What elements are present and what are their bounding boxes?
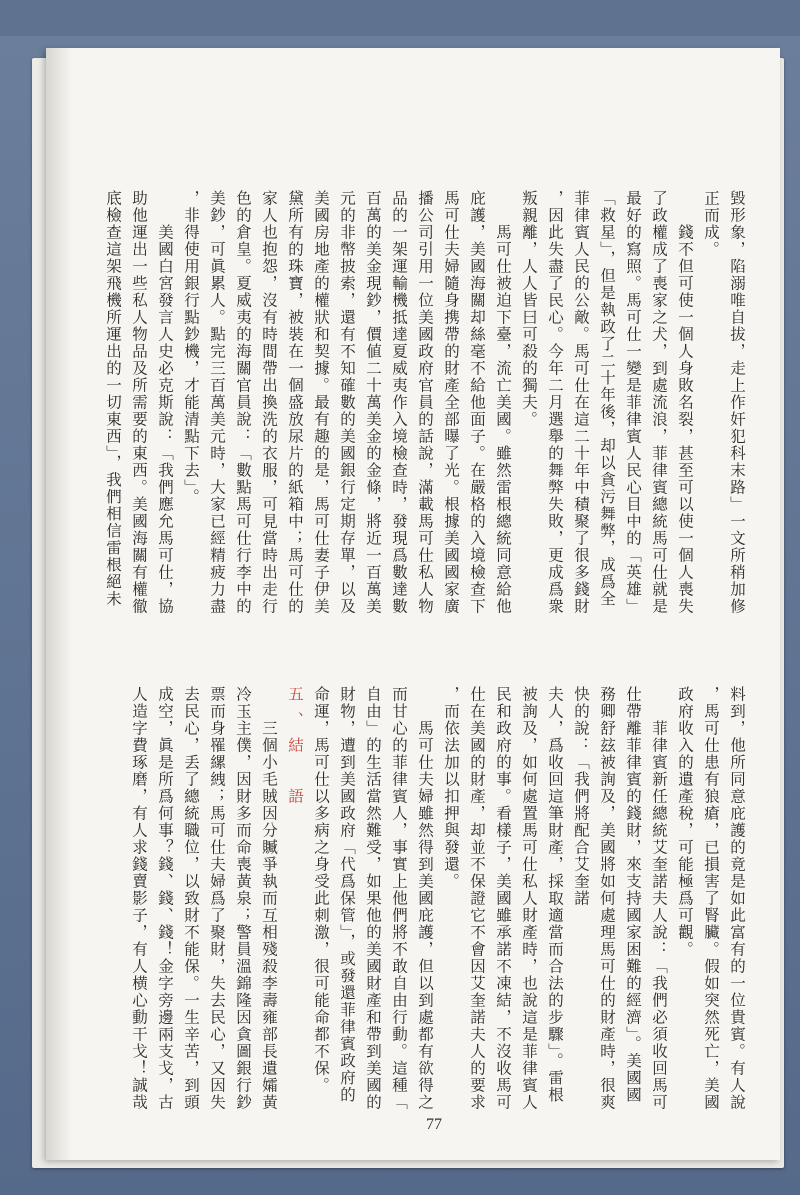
page-number: 77: [426, 1116, 442, 1133]
text-column: 夫人，爲收回這筆財產，採取適當而合法的步驟」。雷根: [546, 686, 564, 1104]
text-column: 冷玉主僕，因財多而命喪黃泉；警員溫錦隆因貪圖銀行鈔: [234, 686, 252, 1111]
text-column: 人造字費琢磨，有人求錢賣影子，有人横心動干戈！誠哉: [130, 686, 148, 1111]
text-column: 而甘心的菲律賓人，事實上他們將不敢自由行動。這種「: [390, 686, 408, 1111]
text-column: 百萬的美金現鈔，價値二十萬美金的金條，將近一百萬美: [364, 190, 382, 615]
text-column: ，而依法加以扣押與發還。: [442, 686, 460, 890]
text-column: 「救星」，但是執政了二十年後，却以貪污舞弊，成爲全: [598, 190, 616, 608]
text-column: 料到，他所同意庇護的竟是如此富有的一位貴賓。有人說: [728, 686, 746, 1111]
text-column: 色的倉皇。夏威夷的海關官員說：「數點馬可仕行李中的: [234, 190, 252, 615]
text-column: 務卿舒玆被詢及，美國將如何處理馬可仕的財產時，很爽: [598, 686, 616, 1111]
text-column: 最好的寫照。馬可仕一變是菲律賓人民心目中的「英雄」: [624, 190, 642, 615]
text-column: 元的非幣披索，還有不知確數的美國銀行定期存單，以及: [338, 190, 356, 615]
text-column: 被詢及，如何處置馬可仕私人財產時，也說這是菲律賓人: [520, 686, 538, 1111]
text-column: 仕帶離菲律賓的錢財，來支持國家困難的經濟」。美國國: [624, 686, 642, 1104]
text-column: 民和政府的事。看樣子，美國雖承諾不凍結，不沒收馬可: [494, 686, 512, 1111]
text-column: 美國房地產的權狀和契據。最有趣的是，馬可仕妻子伊美: [312, 190, 330, 615]
text-column: 錢不但可使一個人身敗名裂，甚至可以使一個人喪失: [676, 190, 694, 615]
lower-text-section: [126, 686, 750, 1111]
text-column: 正而成。: [702, 190, 720, 258]
text-column: ，因此失盡了民心。今年二月選舉的舞弊失敗，更成爲衆: [546, 190, 564, 615]
upper-text-section: [100, 190, 750, 665]
text-column: 助他運出一些私人物品及所需要的東西。美國海關有權徹: [130, 190, 148, 615]
text-column: 美國白宮發言人史必克斯說：「我們應允馬可仕，協: [156, 190, 174, 615]
text-column: 叛親離，人人皆曰可殺的獨夫。: [520, 190, 538, 428]
text-column: 了政權成了喪家之犬，到處流浪，菲律賓總統馬可仕就是: [650, 190, 668, 615]
text-column: ，馬可仕患有狼瘡，已損害了腎臟。假如突然死亡，美國: [702, 686, 720, 1111]
text-column: 菲律賓新任總統艾奎諾夫人說：「我們必須收回馬可: [650, 686, 668, 1111]
text-column: 財物，遭到美國政府「代爲保管」，或發還菲律賓政府的: [338, 686, 356, 1104]
text-column: 美鈔，可眞累人。點完三百萬美元時，大家已經精疲力盡: [208, 190, 226, 615]
text-column: 毀形象，陷溺唯自拔，走上作奸犯科末路」一文所稍加修: [728, 190, 746, 615]
text-column: 命運，馬可仕以多病之身受此刺激，很可能命都不保。: [312, 686, 330, 1094]
text-column: 票而身罹縲絏；馬可仕夫婦爲了聚財，失去民心，又因失: [208, 686, 226, 1111]
text-column: 馬可仕夫婦隨身携帶的財產全部曝了光。根據美國國家廣: [442, 190, 460, 615]
text-column: 黛所有的珠寶，被裝在一個盛放尿片的紙箱中；馬可仕的: [286, 190, 304, 615]
text-column: 政府收入的遺產稅，可能極爲可觀。: [676, 686, 694, 958]
text-column: 庇護，美國海關却絲毫不給他面子。在嚴格的入境檢查下: [468, 190, 486, 615]
text-column: 馬可仕被迫下臺，流亡美國。雖然雷根總統同意給他: [494, 190, 512, 615]
text-column: 馬可仕夫婦雖然得到美國庇護，但以到處都有欲得之: [416, 686, 434, 1111]
text-column: 仕在美國的財產，却並不保證它不會因艾奎諾夫人的要求: [468, 686, 486, 1111]
text-column: 快的說：「我們將配合艾奎諾: [572, 686, 590, 907]
text-column: 家人也抱怨，沒有時間帶出換洗的衣服，可見當時出走行: [260, 190, 278, 615]
text-column: 成空，眞是所爲何事？錢、錢、錢！金字旁邊兩支戈，古: [156, 686, 174, 1111]
text-column: 去民心，丢了總統職位，以致財不能保。一生辛苦，到頭: [182, 686, 200, 1111]
text-column: 品的一架運輸機抵達夏威夷作入境檢查時，發現爲數達數: [390, 190, 408, 615]
section-heading: 五、結 語: [286, 686, 304, 814]
text-column: ，非得使用銀行點鈔機，才能清點下去」。: [182, 190, 200, 506]
text-column: 播公司引用一位美國政府官員的話說，滿載馬可仕私人物: [416, 190, 434, 615]
text-column: 自由」的生活當然難受，如果他的美國財產和帶到美國的: [364, 686, 382, 1111]
text-column: 底檢查這架飛機所運出的一切東西」，我們相信雷根絕未: [104, 190, 122, 608]
book-page: [46, 48, 780, 1160]
text-column: 菲律賓人民的公敵。馬可仕在這二十年中積聚了很多錢財: [572, 190, 590, 615]
text-column: 三個小毛賊因分贓爭執而互相殘殺李壽雍部長遺孀黃: [260, 686, 278, 1111]
